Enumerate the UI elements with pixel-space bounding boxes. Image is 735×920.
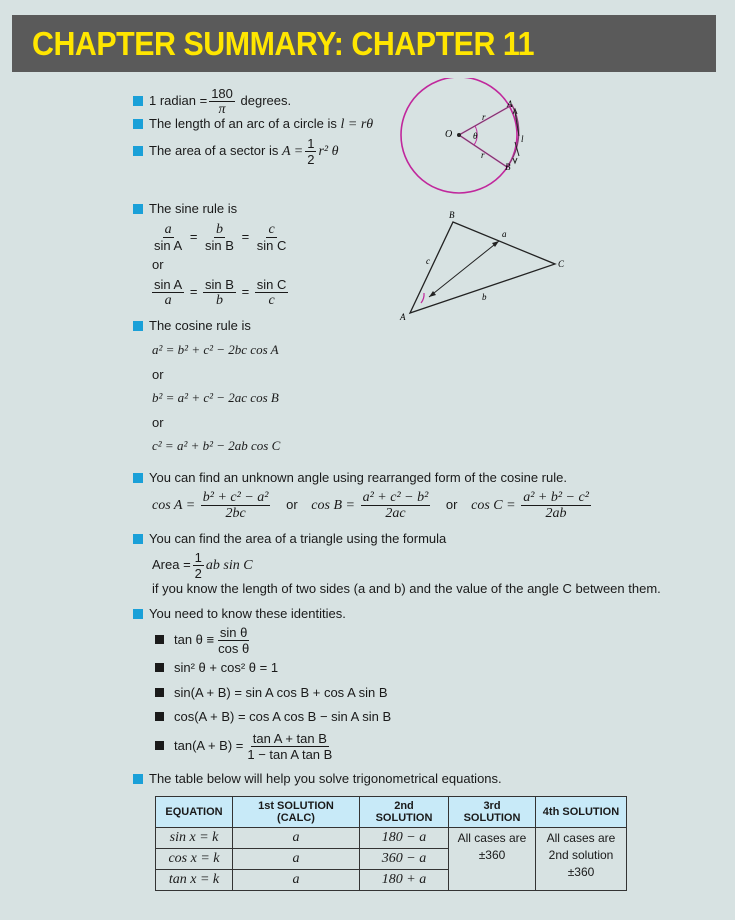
sine-frac-b <box>203 222 236 253</box>
identity-tan <box>155 625 253 656</box>
cosine-formula-b: b² = a² + c² − 2ac cos B <box>152 390 279 405</box>
sine-frac-a-num: a <box>164 222 172 237</box>
area-num: 1 <box>194 550 202 565</box>
cell-3rd-line1: All cases are <box>457 831 527 845</box>
cell-2nd: 180 + a <box>360 870 449 891</box>
identity-cos-sum <box>155 709 391 724</box>
bullet-icon <box>133 321 143 331</box>
sector-diagram <box>395 78 525 198</box>
cell-1st: a <box>233 828 360 849</box>
identity-sin-sum <box>155 685 388 700</box>
sine-frac-c <box>255 222 289 253</box>
cell-3rd-merged <box>449 828 536 891</box>
tan-sum-den: 1 − tan A tan B <box>247 747 333 762</box>
cos-sum-text: cos(A + B) = cos A cos B − sin A sin B <box>174 709 392 724</box>
equals-sign: = <box>241 228 250 244</box>
label-a: A <box>507 99 513 109</box>
cos-a-lhs: cos A = <box>152 497 196 513</box>
tan-lhs: tan θ ≡ <box>174 631 215 647</box>
vertex-c-label: C <box>558 259 565 269</box>
label-l: l <box>521 134 524 144</box>
sine-rule-formula-2 <box>150 277 290 308</box>
sine-inv-c-den: c <box>268 293 275 308</box>
or-label: or <box>286 496 298 512</box>
radian-fraction <box>209 86 235 117</box>
or-label: or <box>445 496 458 512</box>
sine-inv-frac-b <box>203 277 236 308</box>
triangle-diagram <box>395 208 575 326</box>
sector-text: The area of a sector is <box>149 142 279 158</box>
radian-line <box>133 86 291 117</box>
cos-b-lhs: cos B = <box>311 497 355 513</box>
or-label: or <box>152 415 164 430</box>
radian-lhs: 1 radian = <box>149 92 208 108</box>
tan-den: cos θ <box>218 641 250 656</box>
equals-sign: = <box>241 283 250 299</box>
label-r-upper: r <box>482 112 486 122</box>
bullet-icon <box>133 204 143 214</box>
sine-inv-b-den: b <box>215 293 223 308</box>
side-a-label: a <box>502 229 507 239</box>
label-o: O <box>445 129 453 140</box>
or-label: or <box>152 367 164 382</box>
sector-outline <box>459 105 519 167</box>
bullet-icon <box>133 146 143 156</box>
sine-inv-a-num: sin A <box>154 277 183 292</box>
bullet-icon <box>133 609 143 619</box>
sine-frac-b-num: b <box>215 222 223 237</box>
cell-1st: a <box>233 870 360 891</box>
tan-sum-lhs: tan(A + B) = <box>174 737 244 753</box>
sine-frac-c-num: c <box>268 222 275 237</box>
cosine-formula-a: a² = b² + c² − 2bc cos A <box>152 342 279 357</box>
area-fraction <box>193 550 204 581</box>
sine-inv-b-num: sin B <box>205 277 234 292</box>
area-note: if you know the length of two sides (a and b) and the value of the angle C between them. <box>152 581 661 596</box>
area-lhs: Area = <box>152 556 191 572</box>
cell-equation: sin x = k <box>156 828 233 849</box>
cell-4th-line1: All cases are <box>546 831 616 845</box>
tan-sum-num: tan A + tan B <box>252 731 327 746</box>
sector-lhs: A = <box>281 143 304 159</box>
cos-a-fraction <box>201 490 271 521</box>
table-intro-text: The table below will help you solve trigonometrical equations. <box>149 771 502 786</box>
cell-2nd: 180 − a <box>360 828 449 849</box>
area-text: You can find the area of a triangle using the formula <box>149 531 447 546</box>
angle-c-arc <box>421 293 424 303</box>
cell-2nd: 360 − a <box>360 849 449 870</box>
sine-frac-a <box>152 222 184 253</box>
sine-frac-a-den: sin A <box>154 238 183 253</box>
sector-fraction <box>305 136 316 167</box>
label-theta: θ <box>473 131 478 141</box>
tan-fraction <box>216 625 251 656</box>
tan-num: sin θ <box>219 625 248 640</box>
sin-sum-text: sin(A + B) = sin A cos B + cos A sin B <box>174 685 388 700</box>
table-intro <box>133 771 502 786</box>
cos-c-num: a² + b² − c² <box>523 490 589 505</box>
sine-frac-b-den: sin B <box>205 238 234 253</box>
cell-1st: a <box>233 849 360 870</box>
header-4th-solution: 4th SOLUTION <box>536 797 627 828</box>
cos-b-fraction <box>361 490 431 521</box>
cosine-formula-c: c² = a² + b² − 2ab cos C <box>152 438 281 453</box>
bullet-icon <box>133 534 143 544</box>
trig-solutions-table <box>155 796 627 891</box>
bullet-square-icon <box>155 635 164 644</box>
identities-heading <box>133 606 346 621</box>
cell-equation: cos x = k <box>156 849 233 870</box>
bullet-square-icon <box>155 688 164 697</box>
sine-inv-frac-c <box>255 277 289 308</box>
equals-sign: = <box>189 283 198 299</box>
bullet-icon <box>133 119 143 129</box>
rearranged-text: You can find an unknown angle using rearranged form of the cosine rule. <box>149 470 567 485</box>
area-formula <box>152 550 253 581</box>
identity-tan-sum <box>155 731 336 762</box>
bullet-square-icon <box>155 741 164 750</box>
cosine-rule-text: The cosine rule is <box>149 318 251 333</box>
identities-text: You need to know these identities. <box>149 606 346 621</box>
area-rhs: ab sin C <box>205 557 253 573</box>
header-3rd-solution: 3rd SOLUTION <box>449 797 536 828</box>
side-c-label: c <box>426 256 430 266</box>
sine-rule-heading <box>133 201 237 216</box>
sector-den: 2 <box>307 152 315 167</box>
cell-3rd-line2: ±360 <box>478 848 506 862</box>
cell-equation: tan x = k <box>156 870 233 891</box>
sine-inv-a-den: a <box>164 293 172 308</box>
cell-4th-merged <box>536 828 627 891</box>
cos-c-fraction <box>521 490 591 521</box>
side-b-label: b <box>482 292 487 302</box>
sine-frac-c-den: sin C <box>256 238 287 253</box>
identity-pythagorean <box>155 660 278 675</box>
sine-inv-frac-a <box>152 277 184 308</box>
area-heading <box>133 531 446 546</box>
table-header-row <box>156 797 627 828</box>
bullet-icon <box>133 96 143 106</box>
area-den: 2 <box>194 566 202 581</box>
sector-rhs: r² θ <box>318 143 339 159</box>
cos-c-den: 2ab <box>545 506 567 521</box>
radian-num: 180 <box>211 86 233 101</box>
rearranged-heading <box>133 470 567 485</box>
cell-4th-line2: 2nd solution <box>548 848 614 862</box>
sector-radii <box>459 105 519 167</box>
cell-4th-line3: ±360 <box>567 865 595 879</box>
equals-sign: = <box>189 228 198 244</box>
cosine-rule-heading <box>133 318 251 333</box>
vertex-a-label: A <box>400 312 406 322</box>
radian-rhs: degrees. <box>240 92 292 108</box>
centre-dot <box>457 133 461 137</box>
table-row <box>156 828 627 849</box>
label-r-lower: r <box>481 150 485 160</box>
cos-a-num: b² + c² − a² <box>202 490 269 505</box>
tan-sum-fraction <box>245 731 334 762</box>
bullet-icon <box>133 774 143 784</box>
cos-a-den: 2bc <box>225 506 246 521</box>
pythagorean-text: sin² θ + cos² θ = 1 <box>174 660 279 675</box>
cos-b-den: 2ac <box>385 506 406 521</box>
header-equation: EQUATION <box>156 797 233 828</box>
rearranged-formulas <box>152 490 593 521</box>
arc-formula: l = rθ <box>340 117 374 132</box>
arc-line <box>133 116 373 133</box>
chapter-title: CHAPTER SUMMARY: CHAPTER 11 <box>32 25 535 62</box>
header-2nd-solution: 2nd SOLUTION <box>360 797 449 828</box>
cos-b-num: a² + c² − b² <box>362 490 429 505</box>
bullet-square-icon <box>155 712 164 721</box>
chapter-banner <box>12 15 716 72</box>
sine-rule-formula-1 <box>150 222 290 253</box>
radian-den: π <box>218 102 226 117</box>
bullet-icon <box>133 473 143 483</box>
arc-text: The length of an arc of a circle is <box>149 116 337 131</box>
sector-line <box>133 136 338 167</box>
label-b: B <box>505 162 511 172</box>
sector-num: 1 <box>307 136 315 151</box>
or-label: or <box>152 257 164 272</box>
cos-c-lhs: cos C = <box>471 497 516 513</box>
sine-inv-c-num: sin C <box>256 277 287 292</box>
sine-rule-text: The sine rule is <box>149 201 238 216</box>
bullet-square-icon <box>155 663 164 672</box>
header-1st-solution: 1st SOLUTION (CALC) <box>233 797 360 828</box>
vertex-b-label: B <box>449 210 455 220</box>
